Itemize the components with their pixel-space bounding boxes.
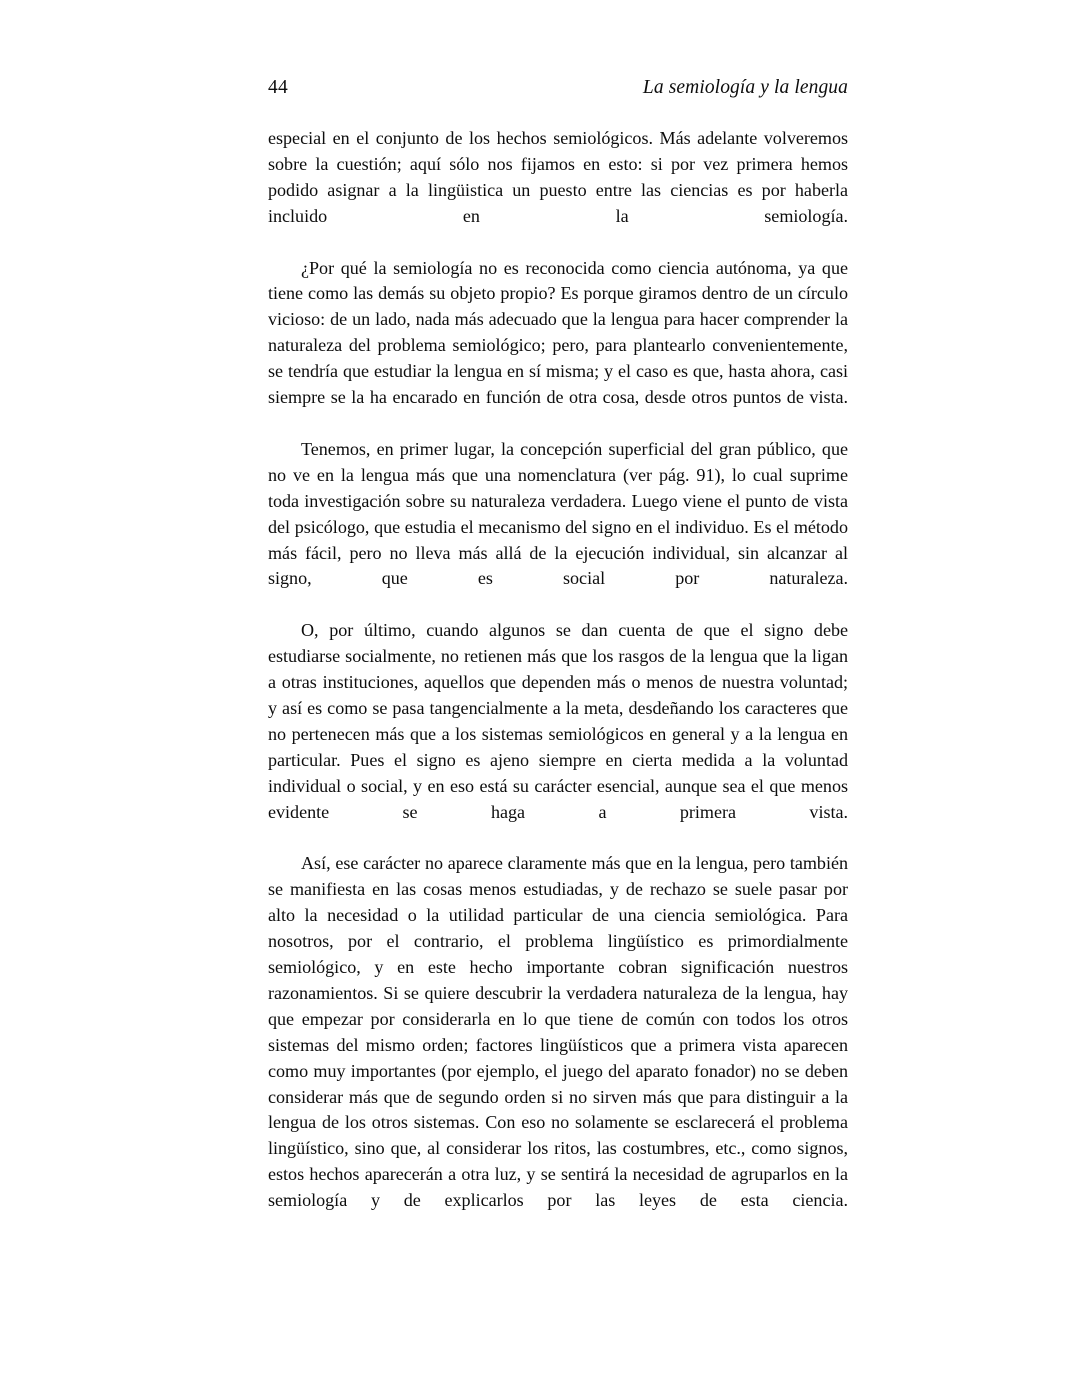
running-head-title: La semiología y la lengua <box>642 77 848 98</box>
paragraph-2: ¿Por qué la semiología no es reconocida como ciencia autónoma, ya que tiene como las demás su objeto propio? Es porque giramos dentro de un círculo vicioso: de un lado, nada más adecuado que la lengua para hacer comprender la naturaleza del problema semiológico; pero, para plantearlo convenientemente, se tendría que estudiar la lengua en sí misma; y el caso es que, hasta ahora, casi siempre se la ha encarado en función de otra cosa, desde otros puntos de vista. <box>268 257 848 408</box>
paragraph-4: O, por último, cuando algunos se dan cuenta de que el signo debe estudiarse socialmente, no retienen más que los rasgos de la lengua que la ligan a otras instituciones, aquellos que dependen más o menos de nuestra voluntad; y así es como se pasa tangencialmente a la meta, desdeñando los caracteres que no pertenecen más que a los sistemas semiológicos en general y a la lengua en particular. Pues el signo es ajeno siempre en cierta medida a la voluntad individual o social, y en eso está su carácter esencial, aunque sea el que menos evidente se haga a primera vista. <box>268 620 848 822</box>
page-number: 44 <box>268 77 288 98</box>
body-text <box>268 126 848 1240</box>
paragraph-5: Así, ese carácter no aparece claramente más que en la lengua, pero también se manifiesta en las cosas menos estudiadas, y de rechazo se suele pasar por alto la necesidad o la utilidad particular de una ciencia semiológica. Para nosotros, por el contrario, el problema lingüístico es primordialmente semiológico, y en este hecho importante cobran significación nuestros razonamientos. Si se quiere descubrir la verdadera naturaleza de la lengua, hay que empezar por considerarla en lo que tiene de común con todos los otros sistemas del mismo orden; factores lingüísticos que a primera vista aparecen como muy importantes (por ejemplo, el juego del aparato fonador) no se deben considerar más que de segundo orden si no sirven más que para distinguir a la lengua de los otros sistemas. Con eso no solamente se esclarecerá el problema lingüístico, sino que, al considerar los ritos, las costumbres, etc., como signos, estos hechos aparecerán a otra luz, y se sentirá la necesidad de agruparlos en la semiología y de explicarlos por las leyes de esta ciencia. <box>268 853 848 1211</box>
paragraph-1: especial en el conjunto de los hechos semiológicos. Más adelante volveremos sobre la cuestión; aquí sólo nos fijamos en esto: si por vez primera hemos podido asignar a la lingüistica un puesto entre las ciencias es por haberla incluido en la semiología. <box>268 128 848 226</box>
page-content-block <box>268 78 848 1240</box>
running-header <box>268 78 848 108</box>
paragraph-3: Tenemos, en primer lugar, la concepción superficial del gran público, que no ve en la lengua más que una nomenclatura (ver pág. 91), lo cual suprime toda investigación sobre su naturaleza verdadera. Luego viene el punto de vista del psicólogo, que estudia el mecanismo del signo en el individuo. Es el método más fácil, pero no lleva más allá de la ejecución individual, sin alcanzar al signo, que es social por naturaleza. <box>268 438 848 589</box>
